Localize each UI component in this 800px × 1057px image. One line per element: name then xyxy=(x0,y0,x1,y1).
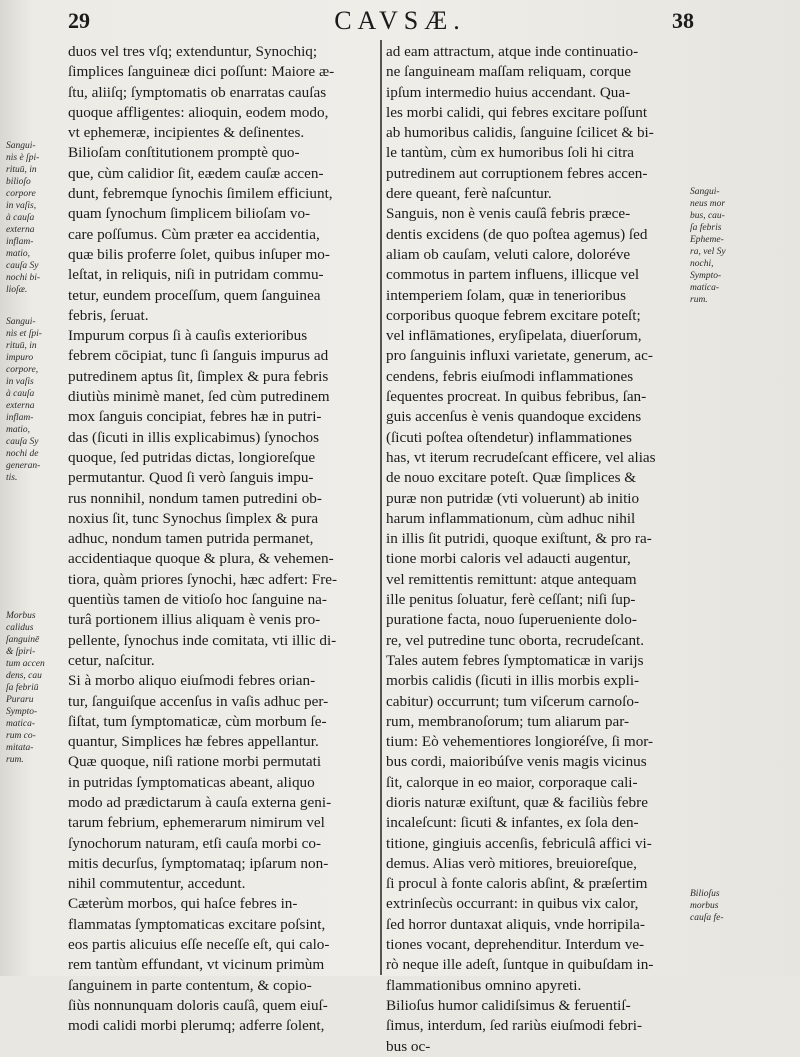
margin-note-line: calidus xyxy=(6,623,34,633)
text-line: ſiùs nonnunquam doloris cauſâ, quem eiuſ- xyxy=(68,996,328,1014)
text-line: tium: Eò vehementiores longioréſve, ſi mor- xyxy=(386,733,654,751)
margin-note-line: rituū, in xyxy=(6,165,37,175)
text-line: febris, ſeruat. xyxy=(68,306,149,324)
margin-note-left-1 xyxy=(6,140,64,296)
margin-note-line: corpore xyxy=(6,189,36,199)
text-line: Cæterùm morbos, qui haſce febres in- xyxy=(68,895,298,913)
margin-note-line: lioſæ. xyxy=(6,285,28,295)
text-line: rus nonnihil, nondum tamen putredini ob- xyxy=(68,489,322,507)
text-line: titione, gingiuis accenſis, febriculâ affici vi- xyxy=(386,834,652,852)
text-line: tiones vocant, deprehenditur. Interdum ve- xyxy=(386,936,645,954)
text-line: Bilioſus humor calidiſsimus & feruentiſ- xyxy=(386,996,631,1014)
margin-note-line: nis è ſpi- xyxy=(6,153,40,163)
right-text-column xyxy=(386,42,686,1057)
text-line: corporibus quoque febrem excitare poteſt; xyxy=(386,306,641,324)
text-line: has, vt iterum recrudeſcant efficere, vel alias xyxy=(386,448,656,466)
margin-note-line: nochi, xyxy=(690,259,714,269)
margin-note-line: inflam- xyxy=(6,413,34,423)
margin-note-line: Morbus xyxy=(6,611,36,621)
margin-note-line: neus mor xyxy=(690,199,726,209)
text-line: ſed horror duntaxat aliquis, vnde horripila- xyxy=(386,915,645,933)
text-line: morbis calidis (ſicuti in illis morbis expli- xyxy=(386,672,640,690)
text-line: ſiſtat, tum ſymptomaticæ, cùm morbum ſe- xyxy=(68,712,327,730)
text-line: incaleſcunt: ſicuti & infantes, ex ſola den- xyxy=(386,814,639,832)
text-line: mitis decurſus, ſymptomataq; ipſarum non- xyxy=(68,854,329,872)
margin-note-line: externa xyxy=(6,401,35,411)
text-line: intemperiem ſolam, quæ in tenerioribus xyxy=(386,286,626,304)
margin-note-line: nis et ſpi- xyxy=(6,329,42,339)
margin-note-line: & ſpiri- xyxy=(6,647,36,657)
text-line: permutantur. Quod ſi verò ſanguis impu- xyxy=(68,469,314,487)
text-line: cendens, febris eiuſmodi inflammationes xyxy=(386,367,634,385)
text-line: adhuc, nondum tamen putrida permanet, xyxy=(68,530,314,548)
text-line: diutiùs minimè manet, ſed cùm putredinem xyxy=(68,388,330,406)
text-line: quentiùs tamen de vitioſo hoc ſanguine na- xyxy=(68,591,327,609)
text-line: ſtu, aliiſq; ſymptomatis ob enarratas cauſas xyxy=(68,83,327,101)
text-line: in putridas ſymptomaticas abeant, aliquo xyxy=(68,773,315,791)
margin-note-line: matica- xyxy=(6,719,36,729)
text-line: pellente, ſynochus inde comitata, vti illic di- xyxy=(68,631,337,649)
margin-note-line: rum. xyxy=(690,295,708,305)
text-line: tetur, eundem proceſſum, quem ſanguinea xyxy=(68,286,321,304)
text-line: flammationibus omnino apyreti. xyxy=(386,976,582,994)
margin-note-line: dens, cau xyxy=(6,671,42,681)
text-line: les morbi calidi, qui febres excitare poſſunt xyxy=(386,103,648,121)
column-divider xyxy=(380,40,382,975)
text-line: putredinem aut corruptionem febres accen- xyxy=(386,164,648,182)
margin-note-line: Sangui- xyxy=(690,187,720,197)
text-line: ille penitus ſoluatur, ferè ceſſant; niſi ſup- xyxy=(386,591,636,609)
text-line: Bilioſam conſtitutionem promptè quo- xyxy=(68,144,300,162)
text-line: puratione facta, nouo ſuperueniente dolo- xyxy=(386,611,637,629)
text-line: modo ad prædictarum à cauſa externa geni- xyxy=(68,793,332,811)
margin-note-line: Puraru xyxy=(6,695,34,705)
margin-note-line: à cauſa xyxy=(6,213,35,223)
text-line: das (ſicuti in illis explicabimus) ſynochos xyxy=(68,428,319,446)
running-head xyxy=(0,6,800,40)
margin-note-left-3 xyxy=(6,610,64,766)
text-line: in illis ſit putridi, quoque exiſtunt, & pro ra- xyxy=(386,530,652,548)
text-line: quantur, Simplices hæ febres appellantur. xyxy=(68,733,319,751)
text-line: leſtat, in reliquis, niſi in putridam commu- xyxy=(68,266,324,284)
margin-note-line: in vaſis xyxy=(6,377,34,387)
text-line: quæ bilis proferre ſolet, quibus inſuper mo- xyxy=(68,245,330,263)
text-line: dentis excidens (de quo poſtea agemus) ſed xyxy=(386,225,648,243)
text-line: ab humoribus calidis, ſanguine ſcilicet & bi- xyxy=(386,124,654,142)
text-line: dunt, febremque ſynochis ſimilem efficiunt, xyxy=(68,185,333,203)
margin-note-line: ra, vel Sy xyxy=(690,247,726,257)
margin-note-right-1 xyxy=(690,186,798,306)
margin-note-line: à cauſa xyxy=(6,389,35,399)
margin-note-line: rum co- xyxy=(6,731,36,741)
margin-note-line: mitata- xyxy=(6,743,34,753)
margin-note-line: bus, cau- xyxy=(690,211,725,221)
text-line: vt ephemeræ, incipientes & deſinentes. xyxy=(68,124,305,142)
text-line: flammatas ſymptomaticas excitare poſsint, xyxy=(68,915,326,933)
text-line: vel remittentis remittunt: atque antequam xyxy=(386,570,637,588)
text-line: pro ſanguinis influxi varietate, generum, ac- xyxy=(386,347,653,365)
text-line: commotus in partem influens, illicque vel xyxy=(386,266,640,284)
page-number-right: 38 xyxy=(672,8,694,33)
text-line: quoque, ſed putridas dictas, longioreſque xyxy=(68,448,316,466)
margin-note-left-2 xyxy=(6,316,64,484)
margin-note-line: cauſa Sy xyxy=(6,261,39,271)
text-line: Quæ quoque, niſi ratione morbi permutati xyxy=(68,753,322,771)
margin-note-line: externa xyxy=(6,225,35,235)
text-line: care poſſumus. Cùm præter ea accidentia, xyxy=(68,225,320,243)
margin-note-line: Bilioſus xyxy=(690,889,720,899)
text-line: extrinſecùs occurrant: in quibus vix calor, xyxy=(386,895,639,913)
margin-note-line: cauſa Sy xyxy=(6,437,39,447)
text-line: nihil commutentur, accedunt. xyxy=(68,875,246,893)
text-line: rem tantùm effundant, vt vicinum primùm xyxy=(68,956,325,974)
text-line: tarum febrium, ephemerarum nimirum vel xyxy=(68,814,325,832)
text-line: accidentiaque quoque & plura, & vehemen- xyxy=(68,550,334,568)
page-title: CAVSÆ. xyxy=(334,6,466,35)
left-text-column xyxy=(68,42,374,1037)
text-line: ſimplices ſanguineæ dici poſſunt: Maiore æ- xyxy=(68,63,335,81)
text-line: ſynochorum naturam, etſi cauſa morbi co- xyxy=(68,834,322,852)
text-line: dioris naturæ exiſtunt, quæ & faciliùs febre xyxy=(386,793,648,811)
text-line: ſanguinem in parte contentum, & copio- xyxy=(68,976,312,994)
text-line: bus cordi, maioribúſve venis magis vicinus xyxy=(386,753,647,771)
margin-note-line: inflam- xyxy=(6,237,34,247)
text-line: ad eam attractum, atque inde continuatio- xyxy=(386,43,639,60)
margin-note-line: Sangui- xyxy=(6,317,36,327)
text-line: duos vel tres vſq; extenduntur, Synochiq; xyxy=(68,43,318,60)
text-line: bus oc- xyxy=(386,1037,431,1055)
text-line: vel inflāmationes, eryſipelata, diuerſorum, xyxy=(386,327,642,345)
text-line: dere queant, ferè naſcuntur. xyxy=(386,185,552,203)
margin-note-line: cauſa fe- xyxy=(690,913,724,923)
margin-note-line: rum. xyxy=(6,755,24,765)
margin-note-line: nochi de xyxy=(6,449,39,459)
margin-note-line: Sympto- xyxy=(690,271,722,281)
margin-note-line: Epheme- xyxy=(690,235,724,245)
text-line: guis accenſus è venis quandoque excidens xyxy=(386,408,642,426)
margin-note-line: nochi bi- xyxy=(6,273,41,283)
text-line: ſit, calorque in eo maior, corporaque cali- xyxy=(386,773,638,791)
text-line: tione morbi caloris vel adaucti augentur, xyxy=(386,550,631,568)
text-line: de nouo excitare poteſt. Quæ ſimplices & xyxy=(386,469,637,487)
margin-note-line: ſa febriū xyxy=(6,683,39,693)
margin-note-right-2 xyxy=(690,888,798,924)
margin-note-line: Sangui- xyxy=(6,141,36,151)
text-line: ſequentes procreat. In quibus febribus, ſan- xyxy=(386,388,647,406)
margin-note-line: Sympto- xyxy=(6,707,38,717)
text-line: modi calidi morbi plerumq; adferre ſolent, xyxy=(68,1017,325,1035)
text-line: aliam ob cauſam, veluti calore, doloréve xyxy=(386,245,631,263)
margin-note-line: ſa febris xyxy=(690,223,722,233)
text-line: eos partis alicuius eſſe neceſſe eſt, qui calo- xyxy=(68,936,330,954)
text-line: demus. Alias verò mitiores, breuioreſque, xyxy=(386,854,637,872)
text-line: mox ſanguis concipiat, febres hæ in putri- xyxy=(68,408,322,426)
margin-note-line: matio, xyxy=(6,249,31,259)
text-line: turâ portionem illius aliquam è venis pro- xyxy=(68,611,321,629)
text-line: cabitur) occurrunt; tum viſcerum carnoſo- xyxy=(386,692,640,710)
text-line: le tantùm, cùm ex humoribus ſoli hi citra xyxy=(386,144,635,162)
text-line: tiora, quàm priores ſynochi, hæc adfert: Fre- xyxy=(68,570,338,588)
text-line: tur, ſanguiſque accenſus in vaſis adhuc per- xyxy=(68,692,329,710)
margin-note-line: matica- xyxy=(690,283,720,293)
text-line: quoque affligentes: alioquin, eodem modo, xyxy=(68,103,329,121)
margin-note-line: tis. xyxy=(6,473,18,483)
text-line: Impurum corpus ſi à cauſis exterioribus xyxy=(68,327,308,345)
margin-note-line: tum accen xyxy=(6,659,45,669)
margin-note-line: bilioſo xyxy=(6,177,31,187)
margin-note-line: ſanguinē xyxy=(6,635,40,645)
text-line: ipſum intermedio huius accendant. Qua- xyxy=(386,83,631,101)
text-line: ſimus, interdum, ſed rariùs eiuſmodi febri- xyxy=(386,1017,643,1035)
margin-note-line: in vaſis, xyxy=(6,201,37,211)
text-line: cetur, naſcitur. xyxy=(68,651,155,669)
margin-note-line: morbus xyxy=(690,901,719,911)
text-line: puræ non putridæ (vti voluerunt) ab initio xyxy=(386,489,640,507)
text-line: Si à morbo aliquo eiuſmodi febres orian- xyxy=(68,672,316,690)
margin-note-line: impuro xyxy=(6,353,34,363)
margin-note-line: rituū, in xyxy=(6,341,37,351)
text-line: noxius ſit, tunc Synochus ſimplex & pura xyxy=(68,509,319,527)
margin-note-line: matio, xyxy=(6,425,31,435)
text-line: harum inflammationum, cùm adhuc nihil xyxy=(386,509,636,527)
text-line: que, cùm calidior ſit, eædem cauſæ accen- xyxy=(68,164,324,182)
text-line: rum, membranoſorum; tum aliarum par- xyxy=(386,712,630,730)
page-number-left: 29 xyxy=(68,8,90,33)
text-line: ne ſanguineam maſſam reliquam, corque xyxy=(386,63,632,81)
text-line: re, vel putredine tunc oborta, recrudeſcant. xyxy=(386,631,645,649)
text-line: febrem cōcipiat, tunc ſi ſanguis impurus ad xyxy=(68,347,329,365)
margin-note-line: corpore, xyxy=(6,365,39,375)
text-line: ſi procul à fonte caloris abſint, & præſertim xyxy=(386,875,648,893)
text-line: putredinem aptus ſit, ſimplex & pura febris xyxy=(68,367,329,385)
text-line: Sanguis, non è venis cauſâ febris præce- xyxy=(386,205,631,223)
text-line: quam ſynochum ſimplicem bilioſam vo- xyxy=(68,205,311,223)
text-line: rò neque ille adeſt, ſuntque in quibuſdam in- xyxy=(386,956,654,974)
text-line: (ſicuti poſtea oſtendetur) inflammationes xyxy=(386,428,632,446)
text-line: Tales autem febres ſymptomaticæ in varijs xyxy=(386,651,644,669)
margin-note-line: generan- xyxy=(6,461,41,471)
